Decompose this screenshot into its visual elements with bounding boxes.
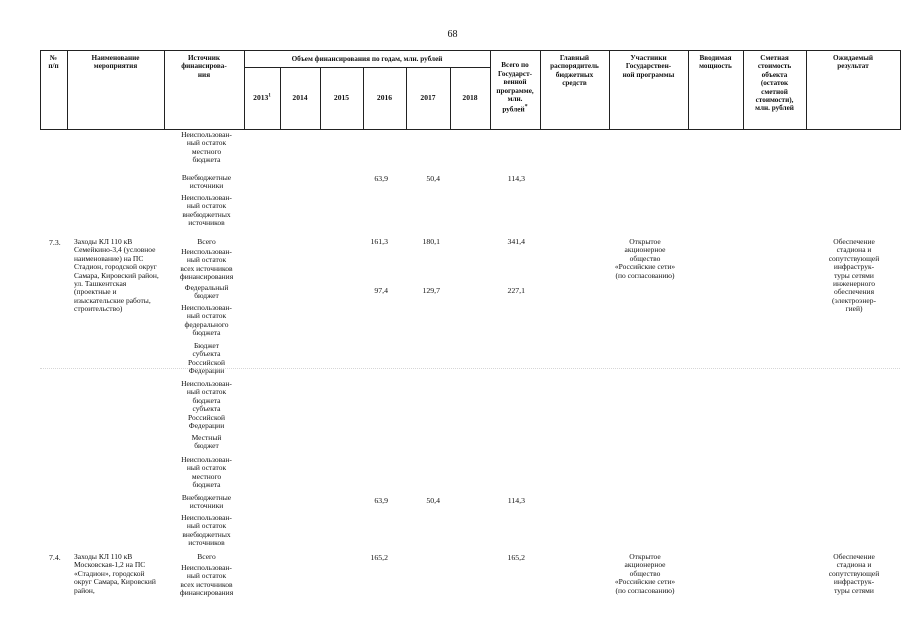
- value-total: 114,3: [507, 174, 525, 183]
- row-name: Заходы КЛ 110 кВ Московская-1,2 на ПС «Стадион», городской округ Самара, Кировский район,: [74, 552, 156, 595]
- participant-text: Открытое акционерное общество «Российские сети» (по согласованию): [614, 552, 676, 595]
- source-label: Местный бюджет: [191, 433, 222, 451]
- header-year-2016: 2016: [376, 93, 393, 102]
- header-capacity: Вводимая мощность: [699, 54, 732, 71]
- header-year-2018: 2018: [462, 93, 478, 102]
- header-bottom-border: [40, 129, 900, 130]
- source-label: Неиспользован- ный остаток местного бюджета: [181, 130, 232, 165]
- row-number: 7.4.: [49, 553, 61, 562]
- source-label: Неиспользован- ный остаток всех источников финансирования: [179, 247, 234, 282]
- source-label: Внебюджетные источники: [181, 173, 232, 191]
- header-name: Наименование мероприятия: [91, 54, 140, 71]
- value-2017: 180,1: [422, 237, 440, 246]
- value-total: 114,3: [507, 496, 525, 505]
- footnote-mark: 1: [268, 93, 271, 99]
- header-manager: Главный распорядитель бюджетных средств: [550, 54, 599, 88]
- source-label: Неиспользован- ный остаток бюджета субъекта Российской Федерации: [181, 379, 232, 431]
- header-year-2014: 2014: [292, 93, 308, 102]
- header-num: № п/п: [48, 54, 59, 71]
- header-year-2015: 2015: [333, 93, 350, 102]
- source-label: Неиспользован- ный остаток внебюджетных источников: [181, 513, 232, 548]
- source-label: Федеральный бюджет: [184, 283, 229, 301]
- row-name: Заходы КЛ 110 кВ Семейкино-3,4 (условное наименование) на ПС Стадион, городской округ Самара, Кировский район, ул. Ташкентская (проектные и изыскательские работы, строительство): [74, 237, 159, 314]
- header-expected: Ожидаемый результат: [832, 54, 874, 71]
- header-volume: Объем финансирования по годам, млн. рублей: [291, 55, 443, 63]
- header-top-border: [40, 50, 900, 51]
- value-total: 227,1: [507, 286, 525, 295]
- participant-text: Открытое акционерное общество «Российские сети» (по согласованию): [614, 237, 676, 280]
- source-label: Всего: [197, 237, 216, 246]
- source-label: Неиспользован- ный остаток внебюджетных источников: [181, 193, 232, 228]
- value-2017: 50,4: [426, 174, 440, 183]
- header-source: Источник финансирова- ния: [181, 54, 227, 79]
- value-2016: 63,9: [374, 496, 388, 505]
- value-total: 165,2: [507, 553, 525, 562]
- source-label: Бюджет субъекта Российской Федерации: [188, 341, 225, 376]
- expected-result: Обеспечение стадиона и сопутствующей инфраструк- туры сетями инженерного обеспечения (электроэнер- гией): [828, 237, 880, 314]
- value-2017: 50,4: [426, 496, 440, 505]
- source-label: Неиспользован- ный остаток местного бюджета: [181, 455, 232, 490]
- footnote-mark: *: [524, 104, 528, 111]
- source-label: Всего: [197, 552, 216, 561]
- header-year-2017: 2017: [420, 93, 436, 102]
- value-total: 341,4: [507, 237, 525, 246]
- row-number: 7.3.: [49, 238, 61, 247]
- header-estimate: Сметная стоимость объекта (остаток сметной стоимости), млн. рублей: [755, 54, 794, 113]
- value-2016: 63,9: [374, 174, 388, 183]
- expected-result: Обеспечение стадиона и сопутствующей инфраструк- туры сетями: [828, 552, 880, 595]
- header-participants: Участники Государствен- ной программы: [622, 54, 675, 79]
- value-2016: 161,3: [370, 237, 388, 246]
- value-2017: 129,7: [422, 286, 440, 295]
- source-label: Внебюджетные источники: [181, 493, 232, 511]
- source-label: Неиспользован- ный остаток федерального бюджета: [181, 303, 232, 338]
- value-2016: 165,2: [370, 553, 388, 562]
- page-number: 68: [447, 29, 458, 40]
- col-border: [900, 50, 901, 130]
- value-2016: 97,4: [374, 286, 388, 295]
- header-total: Всего по Государст- венной программе, млн. рублей*: [496, 61, 534, 114]
- source-label: Неиспользован- ный остаток всех источников финансирования: [179, 563, 234, 598]
- header-year-2013: 2013$^1$: [253, 93, 271, 102]
